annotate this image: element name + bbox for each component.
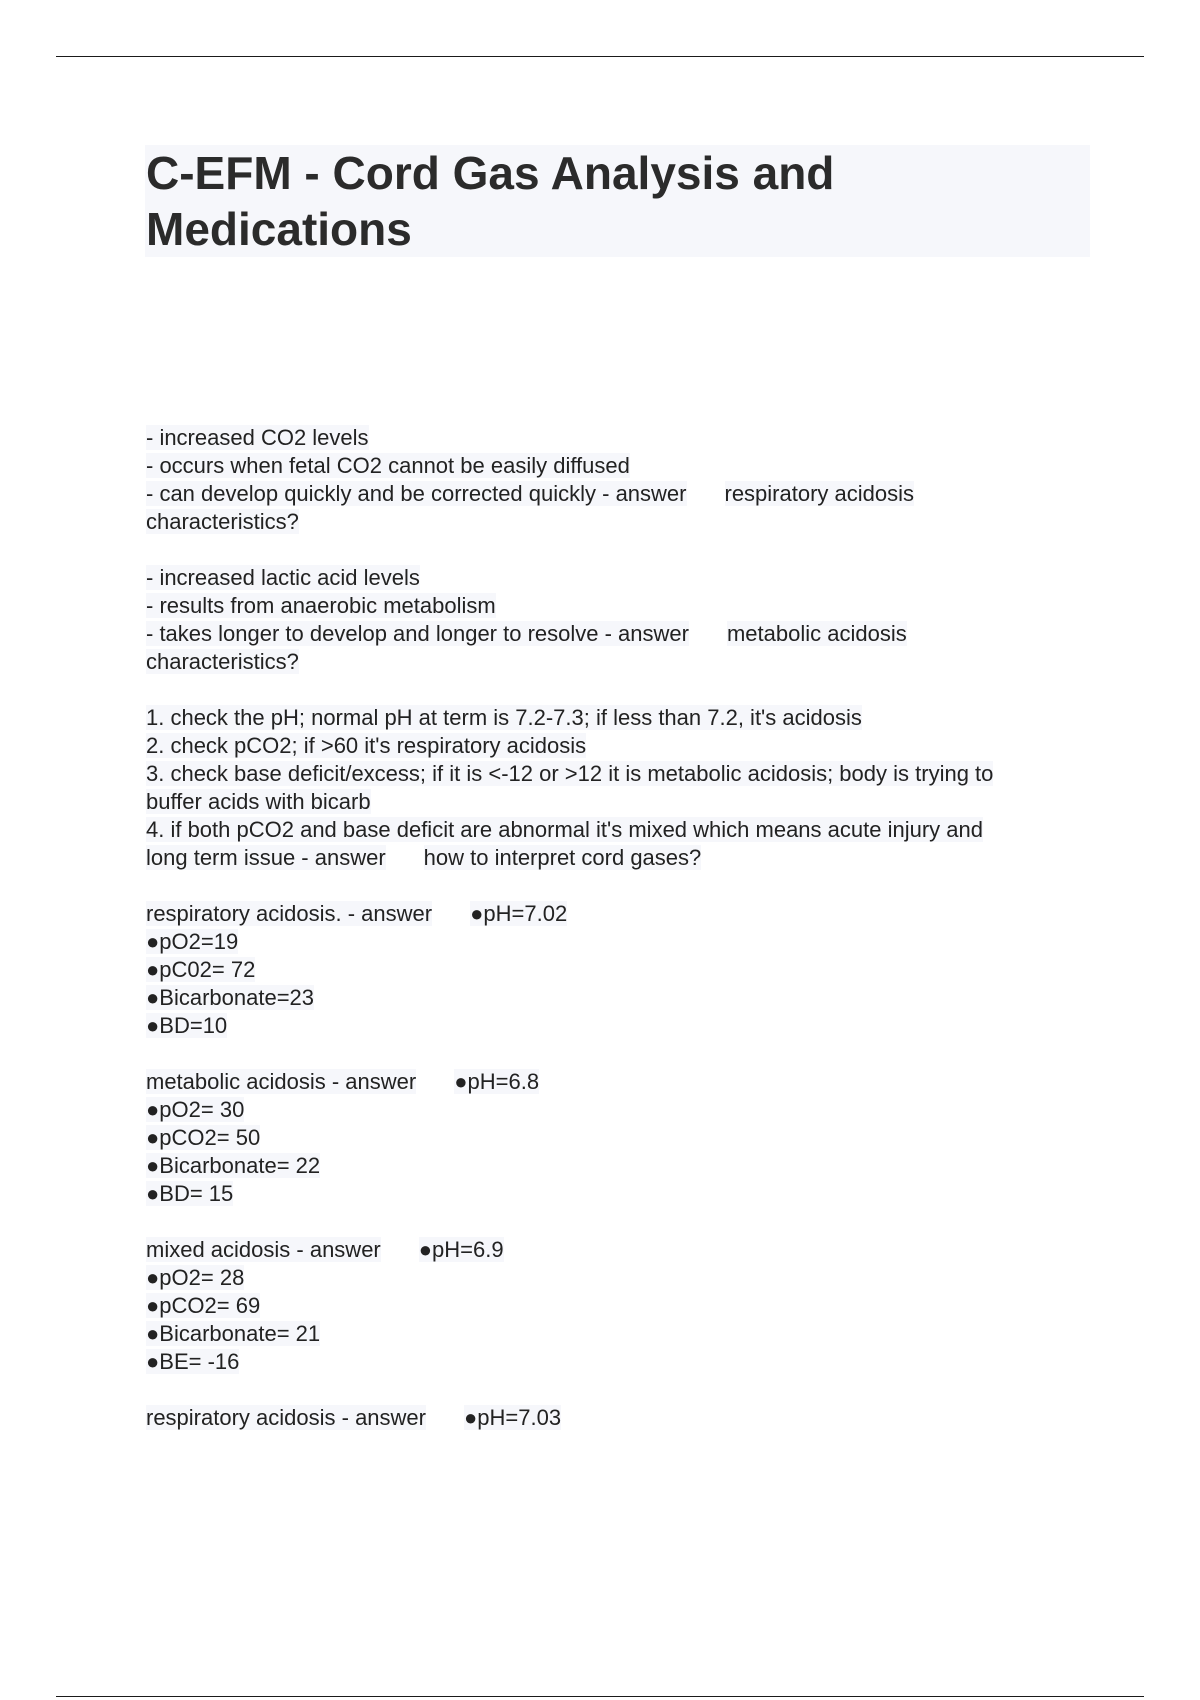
answer-line xyxy=(146,1404,1106,1432)
question-text: respiratory acidosis. - answer xyxy=(146,901,433,926)
card-line: - occurs when fetal CO2 cannot be easily diffused xyxy=(146,453,630,478)
card-line: - increased CO2 levels xyxy=(146,425,369,450)
card-line: 4. if both pCO2 and base deficit are abnormal it's mixed which means acute injury and xyxy=(146,817,983,842)
card-line: ●Bicarbonate= 21 xyxy=(146,1321,321,1346)
question-text: metabolic acidosis - answer xyxy=(146,1069,417,1094)
card-line: ●BE= -16 xyxy=(146,1349,240,1374)
question-text: - can develop quickly and be corrected quickly - answer xyxy=(146,481,687,506)
card-line: ●pCO2= 50 xyxy=(146,1125,261,1150)
card-line: ●pO2= 28 xyxy=(146,1265,245,1290)
flashcard xyxy=(146,1068,1106,1208)
answer-text: ●pH=6.8 xyxy=(454,1069,540,1094)
flashcard xyxy=(146,900,1106,1040)
card-line: characteristics? xyxy=(146,509,299,534)
page-title: C-EFM - Cord Gas Analysis and Medications xyxy=(146,147,835,255)
card-line: characteristics? xyxy=(146,649,299,674)
card-line: - results from anaerobic metabolism xyxy=(146,593,496,618)
flashcard xyxy=(146,424,1106,536)
question-text: respiratory acidosis - answer xyxy=(146,1405,426,1430)
flashcard xyxy=(146,1404,1106,1432)
card-line: ●pO2= 30 xyxy=(146,1097,245,1122)
page-bottom-rule xyxy=(56,1696,1144,1697)
answer-text: respiratory acidosis xyxy=(724,481,915,506)
card-line: 2. check pCO2; if >60 it's respiratory acidosis xyxy=(146,733,587,758)
card-line: ●Bicarbonate= 22 xyxy=(146,1153,321,1178)
card-line: ●BD= 15 xyxy=(146,1181,234,1206)
card-line: ●Bicarbonate=23 xyxy=(146,985,315,1010)
answer-line xyxy=(146,900,1106,928)
answer-line xyxy=(146,1236,1106,1264)
card-line: 3. check base deficit/excess; if it is <-12 or >12 it is metabolic acidosis; body is trying to xyxy=(146,761,994,786)
answer-line xyxy=(146,620,1106,648)
answer-line xyxy=(146,844,1106,872)
card-line: buffer acids with bicarb xyxy=(146,789,371,814)
page-top-rule xyxy=(56,56,1144,57)
flashcard xyxy=(146,564,1106,676)
card-line: - increased lactic acid levels xyxy=(146,565,420,590)
flashcard xyxy=(146,704,1106,872)
card-line: ●BD=10 xyxy=(146,1013,228,1038)
card-line: 1. check the pH; normal pH at term is 7.2-7.3; if less than 7.2, it's acidosis xyxy=(146,705,862,730)
card-line: ●pO2=19 xyxy=(146,929,239,954)
answer-text: ●pH=6.9 xyxy=(418,1237,504,1262)
flashcard-list xyxy=(146,424,1106,1460)
card-line: ●pC02= 72 xyxy=(146,957,256,982)
answer-text: ●pH=7.03 xyxy=(463,1405,562,1430)
card-line: ●pCO2= 69 xyxy=(146,1293,261,1318)
answer-text: ●pH=7.02 xyxy=(470,901,568,926)
question-text: - takes longer to develop and longer to resolve - answer xyxy=(146,621,689,646)
question-text: long term issue - answer xyxy=(146,845,386,870)
answer-text: how to interpret cord gases? xyxy=(423,845,702,870)
flashcard xyxy=(146,1236,1106,1376)
answer-line xyxy=(146,1068,1106,1096)
question-text: mixed acidosis - answer xyxy=(146,1237,381,1262)
answer-text: metabolic acidosis xyxy=(726,621,907,646)
answer-line xyxy=(146,480,1106,508)
